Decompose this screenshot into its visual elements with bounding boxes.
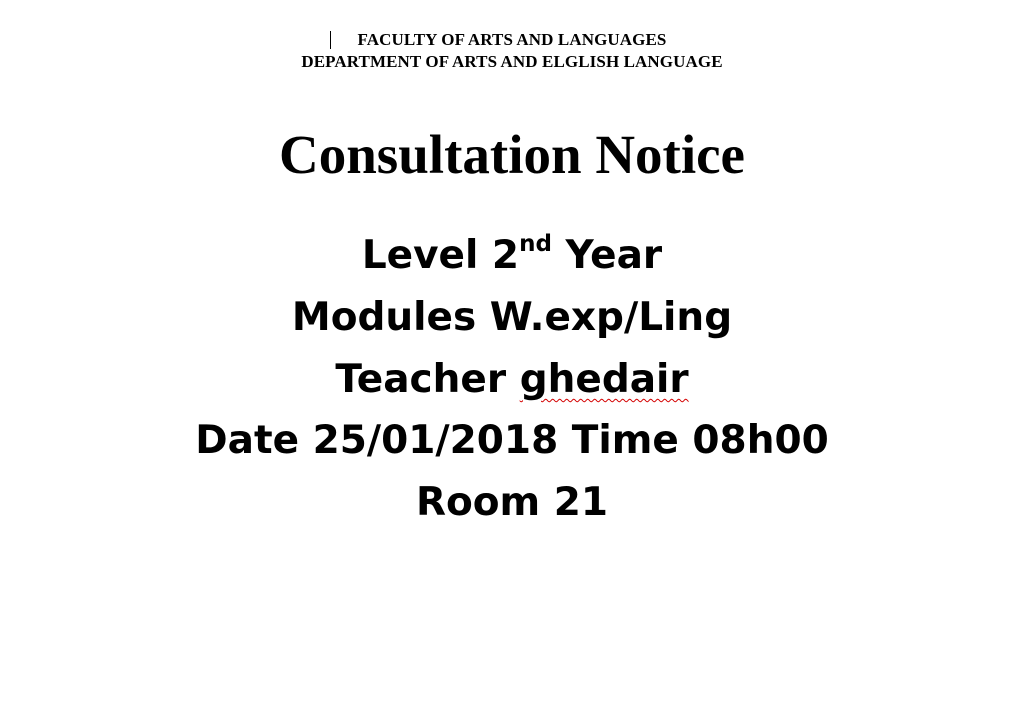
- teacher-label: Teacher: [335, 357, 520, 402]
- level-ordinal-suffix: nd: [519, 231, 552, 257]
- room-line: Room 21: [415, 480, 609, 525]
- faculty-heading: FACULTY OF ARTS AND LANGUAGES: [357, 30, 667, 49]
- level-label: Level 2: [361, 233, 520, 278]
- department-heading: DEPARTMENT OF ARTS AND ELGLISH LANGUAGE: [301, 52, 723, 71]
- date-time-line: Date 25/01/2018 Time 08h00: [195, 418, 829, 463]
- teacher-line: [0, 356, 1024, 404]
- page-title: Consultation Notice: [279, 124, 745, 185]
- level-line: [0, 232, 1024, 280]
- level-unit: Year: [551, 233, 663, 278]
- teacher-name: ghedair: [519, 357, 689, 402]
- modules-line: Modules W.exp/Ling: [291, 295, 733, 340]
